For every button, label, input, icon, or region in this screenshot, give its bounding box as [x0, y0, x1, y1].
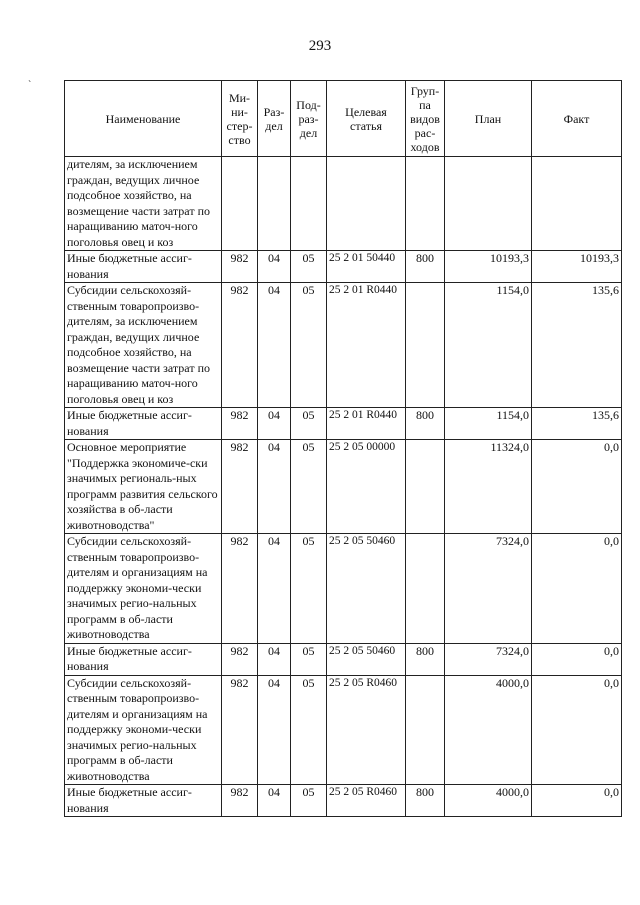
col-header-ministry-text: Ми- ни- стер- ство: [226, 90, 253, 147]
cell-subsection: [291, 157, 327, 251]
cell-plan: 4000,0: [445, 785, 532, 817]
table-row: [65, 643, 622, 675]
cell-name: Субсидии сельскохозяй-ственным товаропроизво-дителям и организациям на поддержку экономи-чески значимых регио-нальных программ в об-ласти животноводства: [65, 534, 222, 644]
cell-ministry: 982: [222, 534, 258, 644]
cell-fact: 0,0: [532, 643, 622, 675]
cell-group: [406, 675, 445, 785]
cell-name: дителям, за исключением граждан, ведущих личное подсобное хозяйство, на возмещение части затрат по наращиванию маточ-ного поголовья овец и коз: [65, 157, 222, 251]
cell-subsection: 05: [291, 283, 327, 408]
table-header-row: [65, 81, 622, 157]
cell-group: [406, 534, 445, 644]
scan-mark: `: [28, 80, 32, 91]
cell-fact: 10193,3: [532, 251, 622, 283]
col-header-name: Наименование: [65, 81, 222, 157]
cell-subsection: 05: [291, 643, 327, 675]
cell-target: 25 2 01 R0440: [327, 408, 406, 440]
col-header-plan: План: [445, 81, 532, 157]
cell-plan: 10193,3: [445, 251, 532, 283]
cell-ministry: 982: [222, 283, 258, 408]
cell-plan: 4000,0: [445, 675, 532, 785]
cell-fact: 0,0: [532, 785, 622, 817]
table-row: [65, 785, 622, 817]
cell-fact: 0,0: [532, 534, 622, 644]
cell-fact: 135,6: [532, 283, 622, 408]
budget-table: [64, 80, 622, 817]
cell-plan: 1154,0: [445, 408, 532, 440]
cell-subsection: 05: [291, 675, 327, 785]
cell-section: 04: [258, 251, 291, 283]
cell-target: 25 2 05 R0460: [327, 675, 406, 785]
cell-fact: 135,6: [532, 408, 622, 440]
cell-plan: 7324,0: [445, 534, 532, 644]
cell-ministry: [222, 157, 258, 251]
cell-name: Иные бюджетные ассиг-нования: [65, 408, 222, 440]
table-row: [65, 251, 622, 283]
cell-section: 04: [258, 643, 291, 675]
cell-section: 04: [258, 440, 291, 534]
cell-name: Основное мероприятие "Поддержка экономиче-ски значимых региональ-ных программ развития сельского хозяйства в об-ласти животноводства": [65, 440, 222, 534]
table-row: [65, 440, 622, 534]
cell-group: [406, 157, 445, 251]
cell-target: [327, 157, 406, 251]
cell-name: Субсидии сельскохозяй-ственным товаропроизво-дителям и организациям на поддержку экономи-чески значимых регио-нальных программ в об-ласти животноводства: [65, 675, 222, 785]
col-header-section-text: Раз- дел: [263, 104, 285, 133]
cell-subsection: 05: [291, 251, 327, 283]
cell-subsection: 05: [291, 440, 327, 534]
cell-ministry: 982: [222, 643, 258, 675]
cell-ministry: 982: [222, 251, 258, 283]
cell-fact: 0,0: [532, 675, 622, 785]
cell-fact: 0,0: [532, 440, 622, 534]
cell-subsection: 05: [291, 785, 327, 817]
col-header-target: [327, 81, 406, 157]
cell-target: 25 2 01 R0440: [327, 283, 406, 408]
cell-plan: 11324,0: [445, 440, 532, 534]
cell-plan: 7324,0: [445, 643, 532, 675]
col-header-section: [258, 81, 291, 157]
cell-subsection: 05: [291, 408, 327, 440]
cell-section: 04: [258, 785, 291, 817]
cell-section: 04: [258, 675, 291, 785]
cell-plan: [445, 157, 532, 251]
table-body: [65, 157, 622, 817]
cell-target: 25 2 05 50460: [327, 534, 406, 644]
table-row: [65, 534, 622, 644]
cell-target: 25 2 05 50460: [327, 643, 406, 675]
cell-name: Субсидии сельскохозяй-ственным товаропроизво-дителям, за исключением граждан, ведущих личное подсобное хозяйство, на возмещение части затрат по наращиванию маточ-ного поголовья овец и коз: [65, 283, 222, 408]
table-row: [65, 157, 622, 251]
table-row: [65, 408, 622, 440]
col-header-expense-group: [406, 81, 445, 157]
cell-name: Иные бюджетные ассиг-нования: [65, 251, 222, 283]
cell-ministry: 982: [222, 785, 258, 817]
col-header-target-text: Целевая статья: [345, 104, 387, 133]
cell-subsection: 05: [291, 534, 327, 644]
cell-name: Иные бюджетные ассиг-нования: [65, 785, 222, 817]
col-header-subsection-text: Под- раз- дел: [296, 97, 321, 140]
cell-group: 800: [406, 251, 445, 283]
cell-group: [406, 283, 445, 408]
cell-fact: [532, 157, 622, 251]
page-number: 293: [308, 38, 332, 54]
cell-section: 04: [258, 534, 291, 644]
cell-section: [258, 157, 291, 251]
cell-ministry: 982: [222, 408, 258, 440]
cell-plan: 1154,0: [445, 283, 532, 408]
cell-ministry: 982: [222, 675, 258, 785]
table-row: [65, 283, 622, 408]
table-row: [65, 675, 622, 785]
cell-group: 800: [406, 643, 445, 675]
cell-ministry: 982: [222, 440, 258, 534]
col-header-ministry: [222, 81, 258, 157]
col-header-subsection: [291, 81, 327, 157]
cell-target: 25 2 01 50440: [327, 251, 406, 283]
cell-target: 25 2 05 00000: [327, 440, 406, 534]
cell-group: [406, 440, 445, 534]
cell-group: 800: [406, 408, 445, 440]
col-header-expense-group-text: Груп- па видов рас- ходов: [410, 83, 440, 154]
cell-target: 25 2 05 R0460: [327, 785, 406, 817]
cell-group: 800: [406, 785, 445, 817]
cell-section: 04: [258, 408, 291, 440]
cell-name: Иные бюджетные ассиг-нования: [65, 643, 222, 675]
cell-section: 04: [258, 283, 291, 408]
col-header-fact: Факт: [532, 81, 622, 157]
